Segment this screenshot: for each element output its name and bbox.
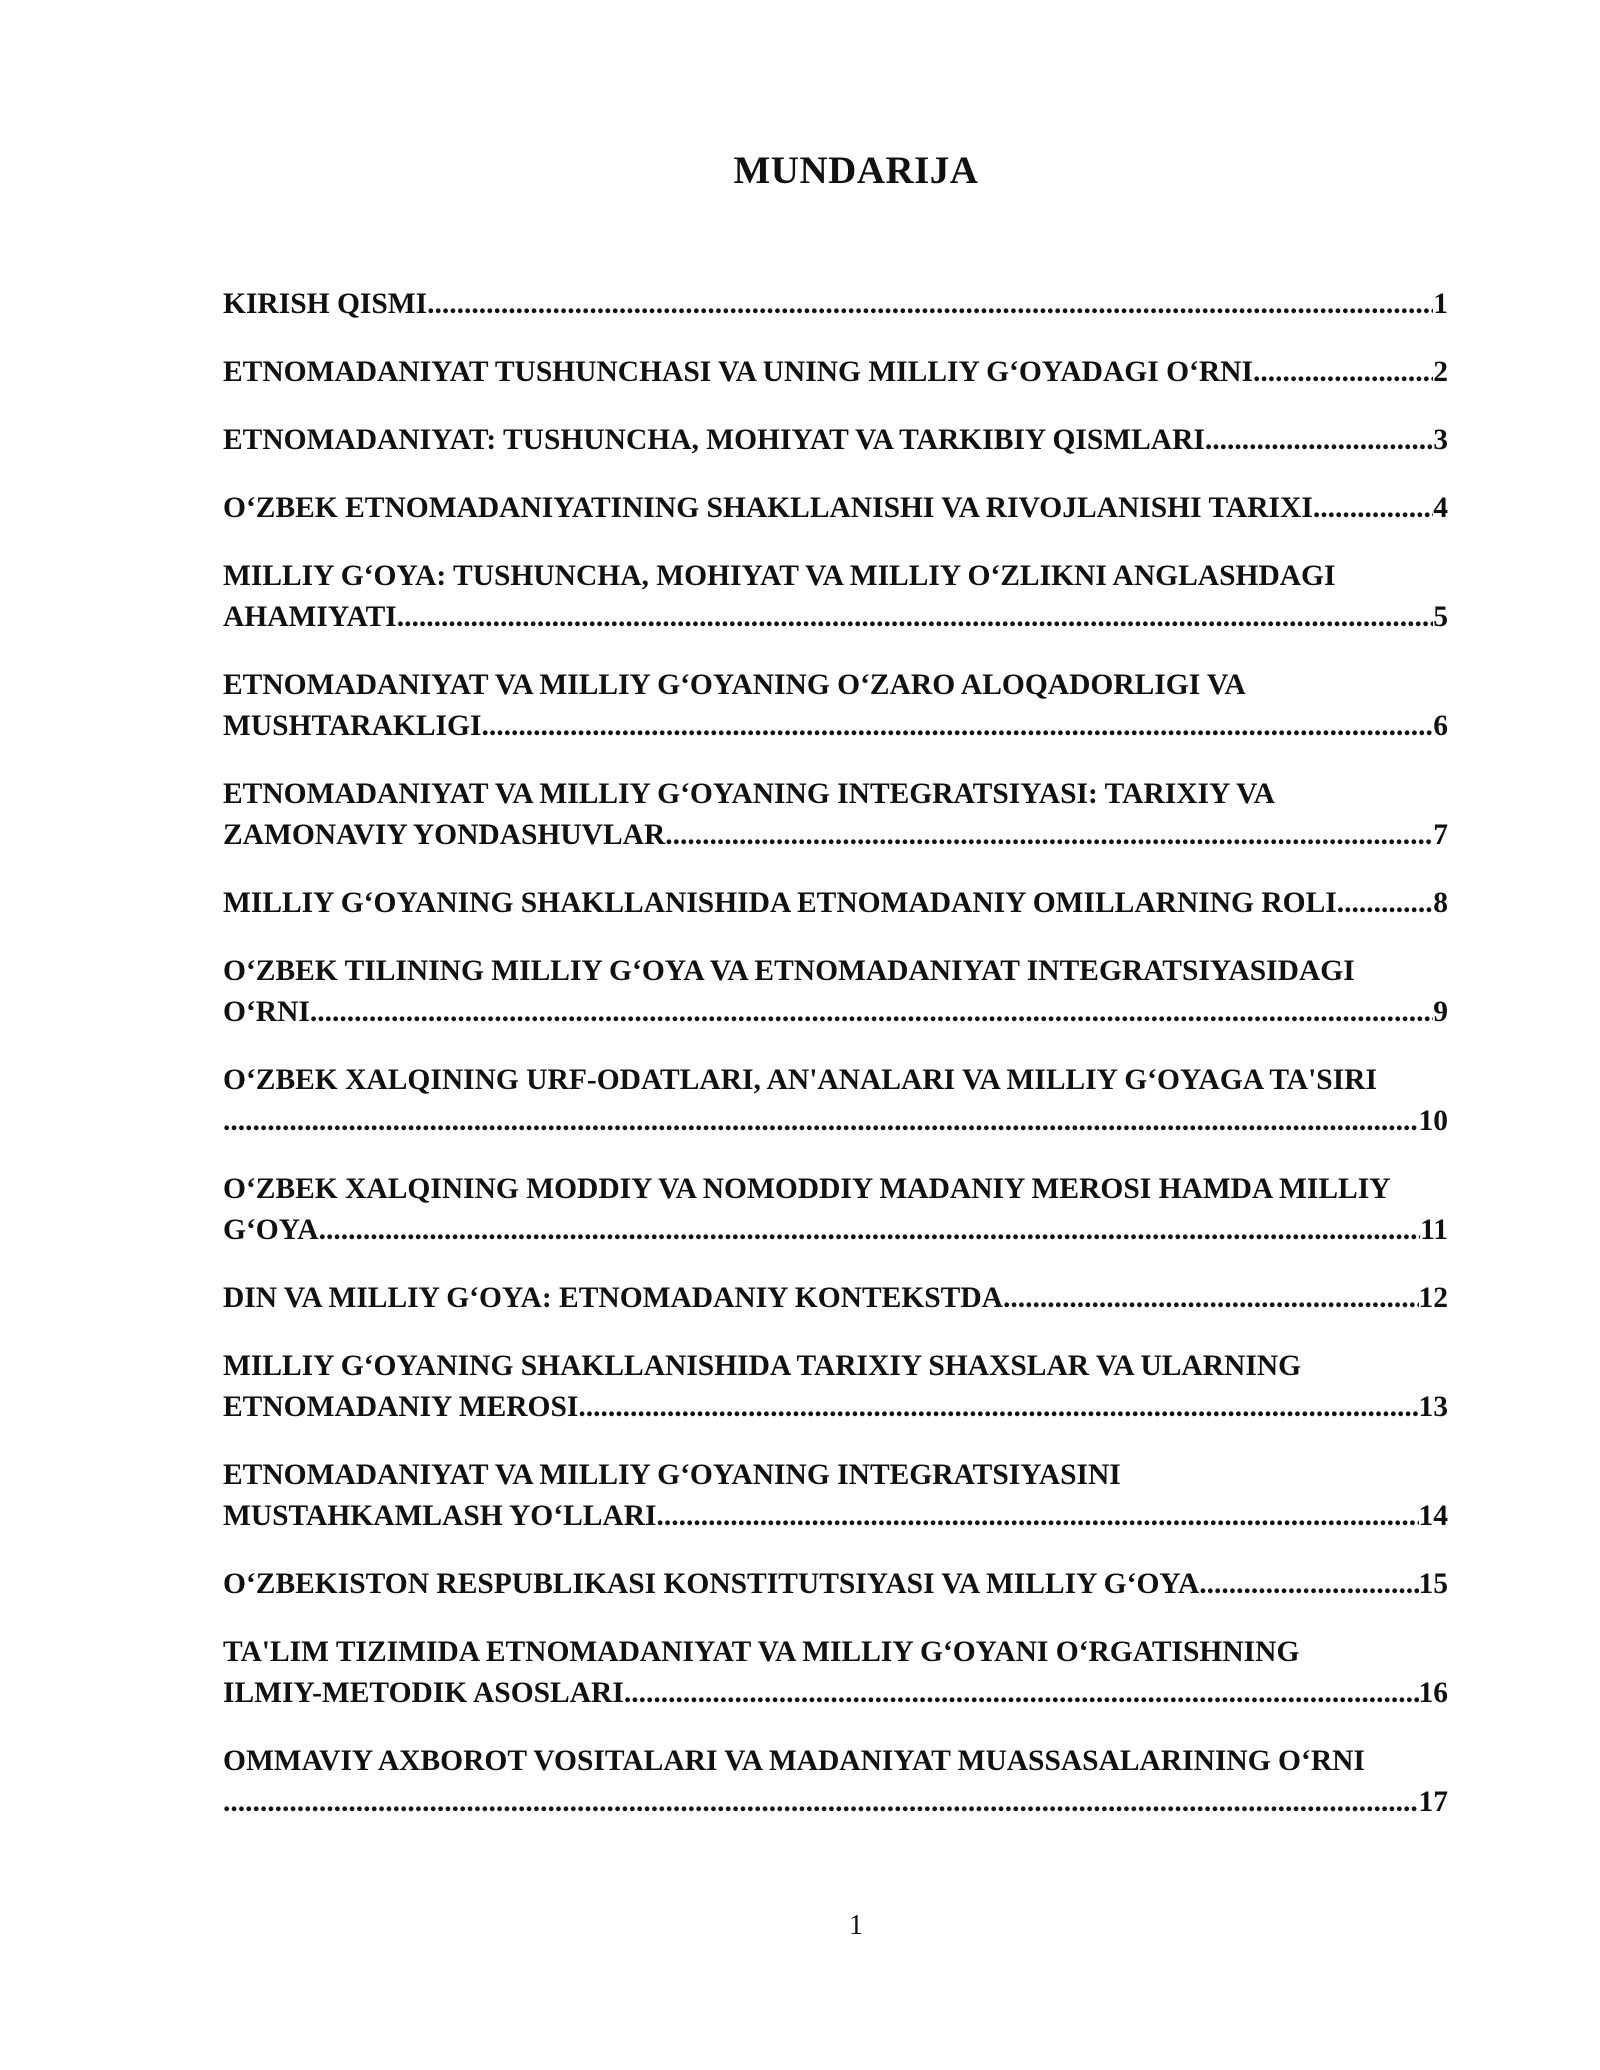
toc-entry-line — [223, 992, 1448, 1033]
dot-leader — [310, 992, 1433, 1033]
toc-entry[interactable] — [223, 1278, 1448, 1319]
toc-entry[interactable] — [223, 665, 1448, 747]
toc-entry-page-number: 3 — [1433, 424, 1448, 456]
dot-leader — [578, 1387, 1418, 1428]
toc-entry-page-number: 2 — [1433, 356, 1448, 388]
toc-entry-page-number: 10 — [1418, 1105, 1448, 1137]
toc-entry-title-line: OMMAVIY AXBOROT VOSITALARI VA MADANIYAT MUASSASALARINING O‘RNI — [223, 1745, 1365, 1777]
toc-entry[interactable] — [223, 1564, 1448, 1605]
page-number: 1 — [849, 1910, 863, 1941]
page-title: MUNDARIJA — [733, 149, 979, 192]
toc-entry[interactable] — [223, 420, 1448, 461]
toc-entry-line — [223, 815, 1448, 856]
dot-leader — [657, 1496, 1419, 1537]
toc-entry-line — [223, 352, 1448, 393]
toc-entry-line — [223, 1673, 1448, 1714]
dot-leader — [1313, 488, 1433, 529]
toc-entry-page-number: 6 — [1433, 710, 1448, 742]
toc-entry-title: ETNOMADANIYAT: TUSHUNCHA, MOHIYAT VA TARKIBIY QISMLARI — [223, 424, 1205, 456]
toc-entry-title: MILLIY G‘OYANING SHAKLLANISHIDA ETNOMADANIY OMILLARNING ROLI — [223, 887, 1337, 919]
dot-leader — [397, 597, 1434, 638]
dot-leader — [223, 1101, 1419, 1142]
toc-entry-line — [223, 883, 1448, 924]
toc-entry-title: ILMIY-METODIK ASOSLARI — [223, 1677, 624, 1709]
toc-entry-page-number: 5 — [1433, 601, 1448, 633]
toc-entry-line — [223, 597, 1448, 638]
toc-entry-page-number: 12 — [1418, 1282, 1448, 1314]
toc-entry[interactable] — [223, 488, 1448, 529]
toc-entry-title: ETNOMADANIYAT TUSHUNCHASI VA UNING MILLIY G‘OYADAGI O‘RNI — [223, 356, 1253, 388]
toc-entry-title: O‘ZBEKISTON RESPUBLIKASI KONSTITUTSIYASI VA MILLIY G‘OYA — [223, 1568, 1200, 1600]
toc-entry-title: ETNOMADANIY MEROSI — [223, 1391, 579, 1423]
toc-entry-title-line: ETNOMADANIYAT VA MILLIY G‘OYANING INTEGRATSIYASINI — [223, 1459, 1121, 1491]
toc-entry-line — [223, 1210, 1448, 1251]
table-of-contents — [223, 284, 1448, 1850]
toc-entry-line — [223, 1278, 1448, 1319]
toc-entry-title-line: ETNOMADANIYAT VA MILLIY G‘OYANING O‘ZARO ALOQADORLIGI VA — [223, 669, 1246, 701]
toc-entry-line — [223, 1387, 1448, 1428]
dot-leader — [319, 1210, 1421, 1251]
toc-entry-line — [223, 488, 1448, 529]
toc-entry-title: MUSTAHKAMLASH YO‘LLARI — [223, 1500, 657, 1532]
toc-entry[interactable] — [223, 1632, 1448, 1714]
toc-entry-title: AHAMIYATI — [223, 601, 397, 633]
toc-entry-line — [223, 1782, 1448, 1823]
toc-entry-title-line: ETNOMADANIYAT VA MILLIY G‘OYANING INTEGRATSIYASI: TARIXIY VA — [223, 778, 1275, 810]
toc-entry-line — [223, 1101, 1448, 1142]
toc-entry-page-number: 17 — [1418, 1786, 1448, 1818]
dot-leader — [1199, 1564, 1418, 1605]
toc-entry[interactable] — [223, 1741, 1448, 1823]
dot-leader — [624, 1673, 1419, 1714]
toc-entry-line — [223, 420, 1448, 461]
toc-entry-title: G‘OYA — [223, 1214, 319, 1246]
dot-leader — [665, 815, 1433, 856]
dot-leader — [481, 706, 1433, 747]
toc-entry-title-line: O‘ZBEK TILINING MILLIY G‘OYA VA ETNOMADANIYAT INTEGRATSIYASIDAGI — [223, 955, 1355, 987]
dot-leader — [427, 284, 1433, 325]
toc-entry-title: ZAMONAVIY YONDASHUVLAR — [223, 819, 666, 851]
toc-entry-title-line: O‘ZBEK XALQINING URF-ODATLARI, AN'ANALARI VA MILLIY G‘OYAGA TA'SIRI — [223, 1064, 1377, 1096]
toc-entry[interactable] — [223, 556, 1448, 638]
toc-entry-title: O‘ZBEK ETNOMADANIYATINING SHAKLLANISHI VA RIVOJLANISHI TARIXI — [223, 492, 1313, 524]
toc-entry-page-number: 9 — [1433, 996, 1448, 1028]
dot-leader — [223, 1782, 1419, 1823]
toc-entry-title: O‘RNI — [223, 996, 310, 1028]
toc-entry[interactable] — [223, 883, 1448, 924]
toc-entry-title: DIN VA MILLIY G‘OYA: ETNOMADANIY KONTEKSTDA — [223, 1282, 1003, 1314]
toc-entry[interactable] — [223, 1060, 1448, 1142]
toc-entry-line — [223, 1496, 1448, 1537]
toc-entry-line — [223, 706, 1448, 747]
toc-entry[interactable] — [223, 1346, 1448, 1428]
toc-entry-page-number: 1 — [1433, 288, 1448, 320]
toc-entry[interactable] — [223, 774, 1448, 856]
toc-entry[interactable] — [223, 284, 1448, 325]
toc-entry-page-number: 7 — [1433, 819, 1448, 851]
toc-entry-page-number: 14 — [1418, 1500, 1448, 1532]
toc-entry-page-number: 13 — [1418, 1391, 1448, 1423]
toc-entry-title-line: MILLIY G‘OYANING SHAKLLANISHIDA TARIXIY SHAXSLAR VA ULARNING — [223, 1350, 1302, 1382]
toc-entry-page-number: 11 — [1420, 1214, 1448, 1246]
toc-entry-page-number: 16 — [1418, 1677, 1448, 1709]
toc-entry-title: KIRISH QISMI — [223, 288, 428, 320]
dot-leader — [1253, 352, 1433, 393]
toc-entry-title-line: MILLIY G‘OYA: TUSHUNCHA, MOHIYAT VA MILLIY O‘ZLIKNI ANGLASHDAGI — [223, 560, 1336, 592]
toc-entry-page-number: 4 — [1433, 492, 1448, 524]
dot-leader — [1337, 883, 1433, 924]
toc-entry[interactable] — [223, 352, 1448, 393]
toc-entry[interactable] — [223, 1169, 1448, 1251]
toc-entry-title-line: TA'LIM TIZIMIDA ETNOMADANIYAT VA MILLIY G‘OYANI O‘RGATISHNING — [223, 1636, 1300, 1668]
dot-leader — [1003, 1278, 1419, 1319]
dot-leader — [1205, 420, 1433, 461]
toc-entry-title: MUSHTARAKLIGI — [223, 710, 482, 742]
toc-entry-page-number: 15 — [1418, 1568, 1448, 1600]
toc-entry[interactable] — [223, 951, 1448, 1033]
toc-entry-line — [223, 1564, 1448, 1605]
toc-entry-line — [223, 284, 1448, 325]
toc-entry-page-number: 8 — [1433, 887, 1448, 919]
toc-entry[interactable] — [223, 1455, 1448, 1537]
toc-entry-title-line: O‘ZBEK XALQINING MODDIY VA NOMODDIY MADANIY MEROSI HAMDA MILLIY — [223, 1173, 1391, 1205]
